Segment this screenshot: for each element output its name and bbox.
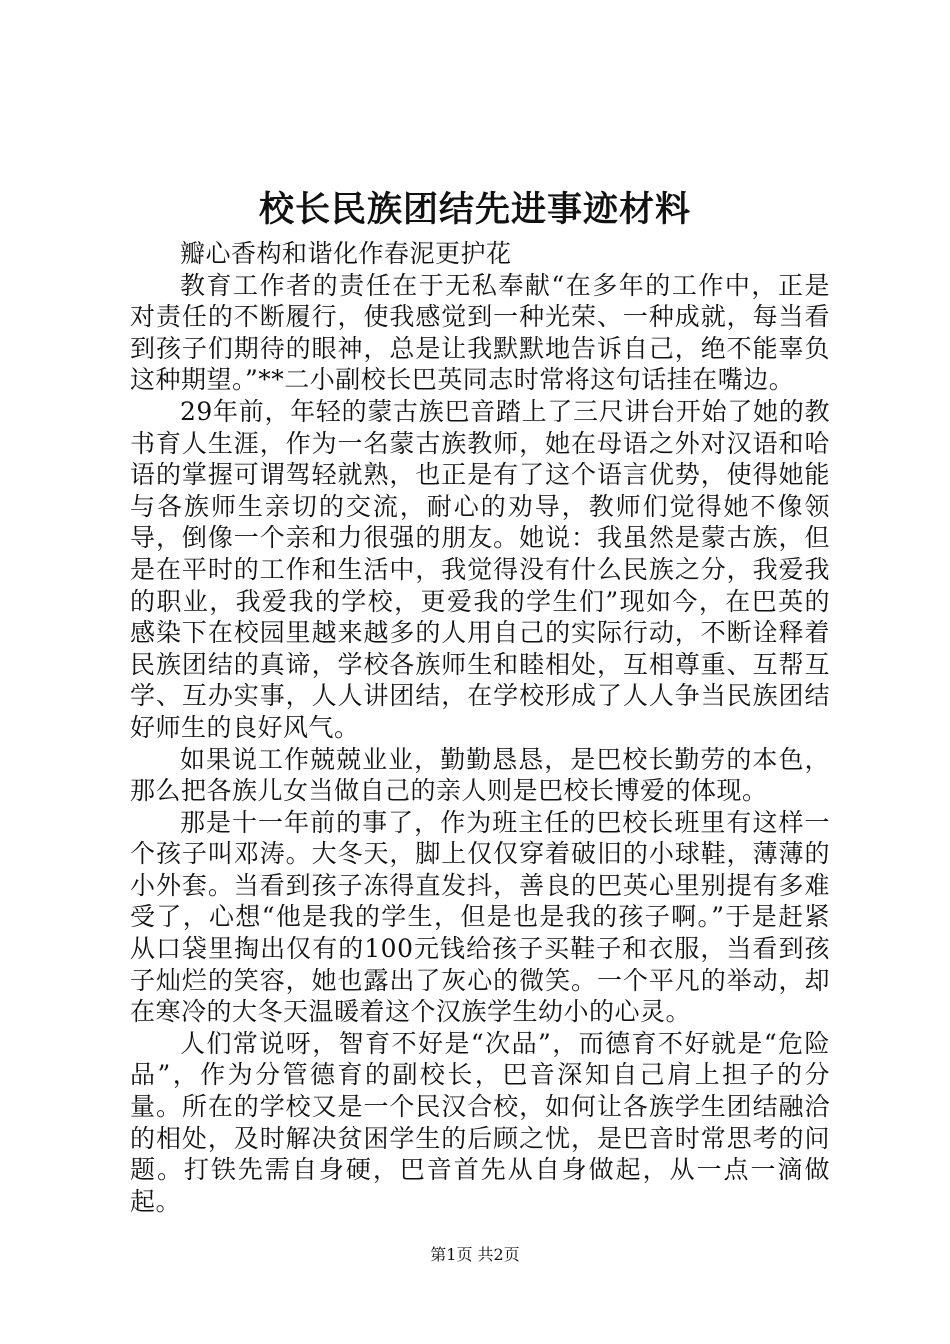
body-paragraph: 瓣心香构和谐化作春泥更护花: [180, 239, 512, 268]
body-paragraph: 那是十一年前的事了，作为班主任的巴校长班里有这样一个孩子叫邓涛。大冬天，脚上仅仅穿着破旧的小球鞋，薄薄的小外套。当看到孩子冻得直发抖，善良的巴英心里别提有多难受了，心想“他是我的学生，但是也是我的孩子啊。”于是赶紧从口袋里掏出仅有的100元钱给孩子买鞋子和衣服，当看到孩子灿烂的笑容，她也露出了灰心的微笑。一个平凡的举动，却在寒冷的大冬天温暖着这个汉族学生幼小的心灵。: [130, 807, 830, 1027]
body-paragraph: 人们常说呀，智育不好是“次品”，而德育不好就是“危险品”，作为分管德育的副校长，巴音深知自己肩上担子的分量。所在的学校又是一个民汉合校，如何让各族学生团结融洽的相处，及时解决贫困学生的后顾之忧，是巴音时常思考的问题。打铁先需自身硬，巴音首先从自身做起，从一点一滴做起。: [130, 1028, 830, 1216]
body-paragraph: 29年前，年轻的蒙古族巴音踏上了三尺讲台开始了她的教书育人生涯，作为一名蒙古族教师，她在母语之外对汉语和哈语的掌握可谓驾轻就熟，也正是有了这个语言优势，使得她能与各族师生亲切的交流，耐心的劝导，教师们觉得她不像领导，倒像一个亲和力很强的朋友。她说：我虽然是蒙古族，但是在平时的工作和生活中，我觉得没有什么民族之分，我爱我的职业，我爱我的学校，更爱我的学生们”现如今，在巴英的感染下在校园里越来越多的人用自己的实际行动，不断诠释着民族团结的真谛，学校各族师生和睦相处，互相尊重、互帮互学、互办实事，人人讲团结，在学校形成了人人争当民族团结好师生的良好风气。: [130, 396, 830, 742]
document-title: 校长民族团结先进事迹材料: [258, 189, 691, 230]
body-paragraph: 教育工作者的责任在于无私奉献“在多年的工作中，正是对责任的不断履行，使我感觉到一种光荣、一种成就，每当看到孩子们期待的眼神，总是让我默默地告诉自己，绝不能辜负这种期望。”**二小副校长巴英同志时常将这句话挂在嘴边。: [130, 270, 830, 395]
page-number-footer: 第1页 共2页: [430, 1245, 520, 1264]
document-body: [130, 238, 830, 1217]
body-paragraph: 如果说工作兢兢业业，勤勤恳恳，是巴校长勤劳的本色，那么把各族儿女当做自己的亲人则是巴校长博爱的体现。: [130, 744, 830, 806]
